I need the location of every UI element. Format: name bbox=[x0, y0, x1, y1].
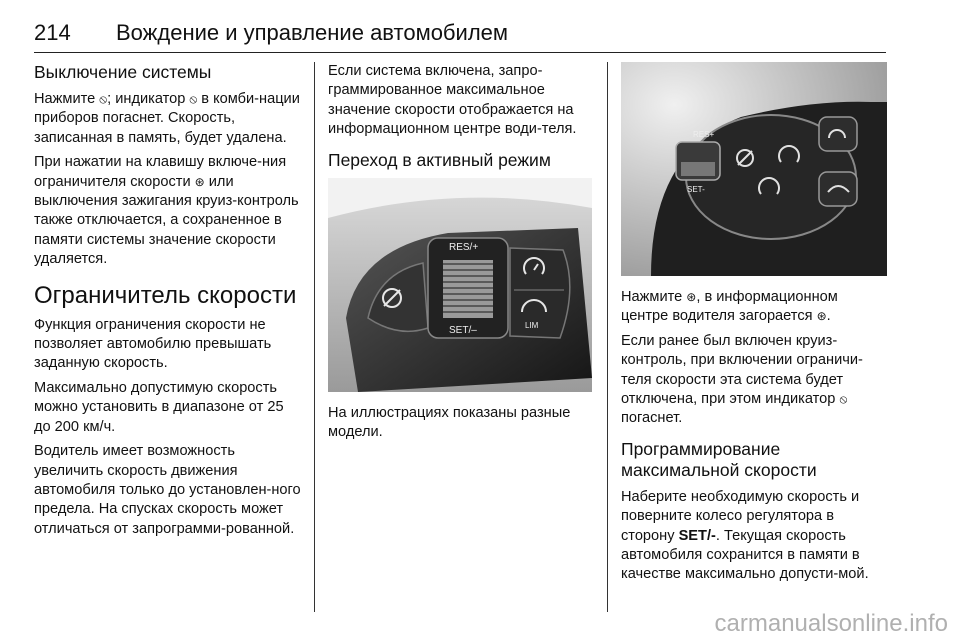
text: , в информационном центре водителя загорается bbox=[621, 289, 838, 325]
heading-speed-limiter: Ограничитель скорости bbox=[34, 281, 297, 309]
text: . Текущая скорость автомобиля сохранится в памяти в качестве максимально допусти-мой. bbox=[621, 527, 869, 583]
paragraph: Максимально допустимую скорость можно установить в диапазоне от 25 до 200 км/ч. bbox=[34, 379, 284, 435]
text: ; индикатор bbox=[107, 91, 190, 107]
fig-lim-label: LIM bbox=[525, 320, 539, 330]
heading-activation: Переход в активный режим bbox=[328, 149, 551, 170]
speed-limiter-icon: ⊛ bbox=[194, 174, 205, 189]
paragraph: Функция ограничения скорости не позволяет автомобилю превышать заданную скорость. bbox=[34, 316, 272, 372]
text: погаснет. bbox=[621, 410, 683, 427]
fig-set-label: SET/– bbox=[449, 324, 477, 336]
paragraph bbox=[34, 153, 302, 269]
text: Нажмите bbox=[621, 289, 687, 305]
text: Нажмите bbox=[34, 91, 100, 107]
text: в комби-нации приборов погаснет. Скорость, записанная в память, будет удалена. bbox=[34, 91, 300, 146]
text: При нажатии на клавишу включе-ния ограничителя скорости bbox=[34, 154, 287, 190]
chapter-title: Вождение и управление автомобилем bbox=[116, 20, 509, 45]
paragraph bbox=[34, 90, 302, 148]
column-left bbox=[34, 62, 302, 544]
column-divider bbox=[314, 62, 315, 612]
steering-controls-illustration bbox=[328, 178, 592, 392]
cruise-control-icon: ⦸ bbox=[839, 392, 848, 407]
column-right bbox=[621, 62, 887, 590]
paragraph bbox=[621, 488, 887, 585]
page-header bbox=[34, 12, 886, 53]
text: . bbox=[826, 308, 831, 325]
steering-wheel-controls-image bbox=[328, 178, 592, 392]
fig-res-label: RES/+ bbox=[449, 241, 479, 253]
text: Наберите необходимую скорость и поверните колесо регулятора в сторону bbox=[621, 488, 860, 544]
cruise-control-icon: ⦸ bbox=[189, 92, 198, 106]
paragraph: Если система включена, запро-граммированное максимальное значение скорости отображается на информационном центре води-теля. bbox=[328, 63, 577, 138]
cruise-control-icon: ⦸ bbox=[99, 92, 108, 106]
heading-programming: Программирование максимальной скорости bbox=[621, 438, 817, 480]
set-minus-label: SET/- bbox=[678, 527, 716, 544]
text: Если ранее был включен круиз-контроль, при включении ограничи-теля скорости эта система будет отключена, при этом индикатор bbox=[621, 332, 863, 408]
paragraph bbox=[621, 332, 887, 429]
paragraph bbox=[621, 288, 887, 327]
figure-caption: На иллюстрациях показаны разные модели. bbox=[328, 404, 571, 441]
column-divider bbox=[607, 62, 608, 612]
watermark: carmanualsonline.info bbox=[714, 610, 948, 637]
heading-system-off: Выключение системы bbox=[34, 62, 212, 82]
paragraph: Водитель имеет возможность увеличить скорость движения автомобиля только до установлен-ного предела. На спусках скорость может отличаться от запрограмми-рованной. bbox=[34, 443, 301, 537]
speed-limiter-icon: ⊛ bbox=[686, 290, 697, 304]
fig-res-label: RES+ bbox=[693, 130, 715, 139]
page-number: 214 bbox=[34, 20, 71, 45]
fig-set-label: SET- bbox=[687, 185, 705, 194]
speed-limiter-icon: ⊛ bbox=[816, 309, 827, 324]
column-middle bbox=[328, 62, 592, 447]
steering-controls-illustration-alt bbox=[621, 62, 887, 276]
steering-wheel-controls-image-alt bbox=[621, 62, 887, 276]
text: или выключения зажигания круиз-контроль также отключается, а сохраненное в памяти системы значение скорости удаляется. bbox=[34, 173, 299, 268]
